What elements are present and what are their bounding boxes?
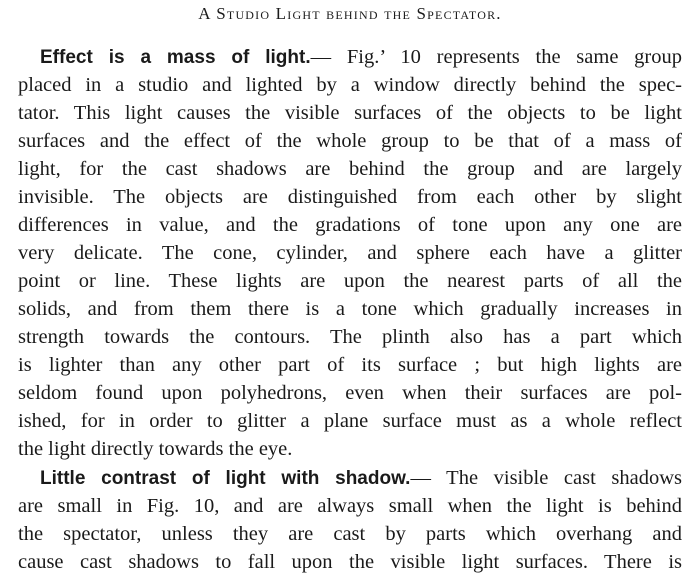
paragraph-1-line-9: point or line. These lights are upon the nearest parts of all the: [18, 270, 682, 292]
paragraph-1-line-11: strength towards the contours. The plinth also has a part which: [18, 326, 682, 348]
paragraph-2-line-2: are small in Fig. 10, and are always small when the light is behind: [18, 495, 682, 517]
paragraph-1-line-2: placed in a studio and lighted by a window directly behind the spec-: [18, 74, 682, 96]
paragraph-1-line-12: is lighter than any other part of its surface ; but high lights are: [18, 354, 682, 376]
paragraph-1-line-10: solids, and from them there is a tone which gradually increases in: [18, 298, 682, 320]
paragraph-1-line-14: ished, for in order to glitter a plane surface must as a whole reflect: [18, 410, 682, 432]
paragraph-2-line-1: [40, 464, 682, 492]
paragraph-1-line-8: very delicate. The cone, cylinder, and sphere each have a glitter: [18, 242, 682, 264]
paragraph-1-line-3: tator. This light causes the visible surfaces of the objects to be light: [18, 102, 682, 124]
paragraph-2-line-1-text: — The visible cast shadows: [410, 467, 682, 489]
running-heading: A Studio Light behind the Spectator.: [198, 4, 502, 23]
paragraph-1-line-6: invisible. The objects are distinguished from each other by slight: [18, 186, 682, 208]
paragraph-1-line-7: differences in value, and the gradations of tone upon any one are: [18, 214, 682, 236]
paragraph-1-line-1: [40, 43, 682, 71]
paragraph-1-lead: Effect is a mass of light.: [40, 47, 311, 68]
paragraph-1-line-15: the light directly towards the eye.: [18, 438, 293, 460]
paragraph-1-line-5: light, for the cast shadows are behind the group and are largely: [18, 158, 682, 180]
paragraph-1-line-1-text: — Fig.’ 10 represents the same group: [310, 46, 682, 68]
paragraph-1-line-13: seldom found upon polyhedrons, even when their surfaces are pol-: [18, 382, 682, 404]
paragraph-1-line-4: surfaces and the effect of the whole group to be that of a mass of: [18, 130, 682, 152]
paragraph-2-line-3: the spectator, unless they are cast by parts which overhang and: [18, 523, 682, 545]
paragraph-2-line-4: cause cast shadows to fall upon the visible light surfaces. There is: [18, 551, 682, 573]
paragraph-2-lead: Little contrast of light with shadow.: [40, 468, 411, 489]
